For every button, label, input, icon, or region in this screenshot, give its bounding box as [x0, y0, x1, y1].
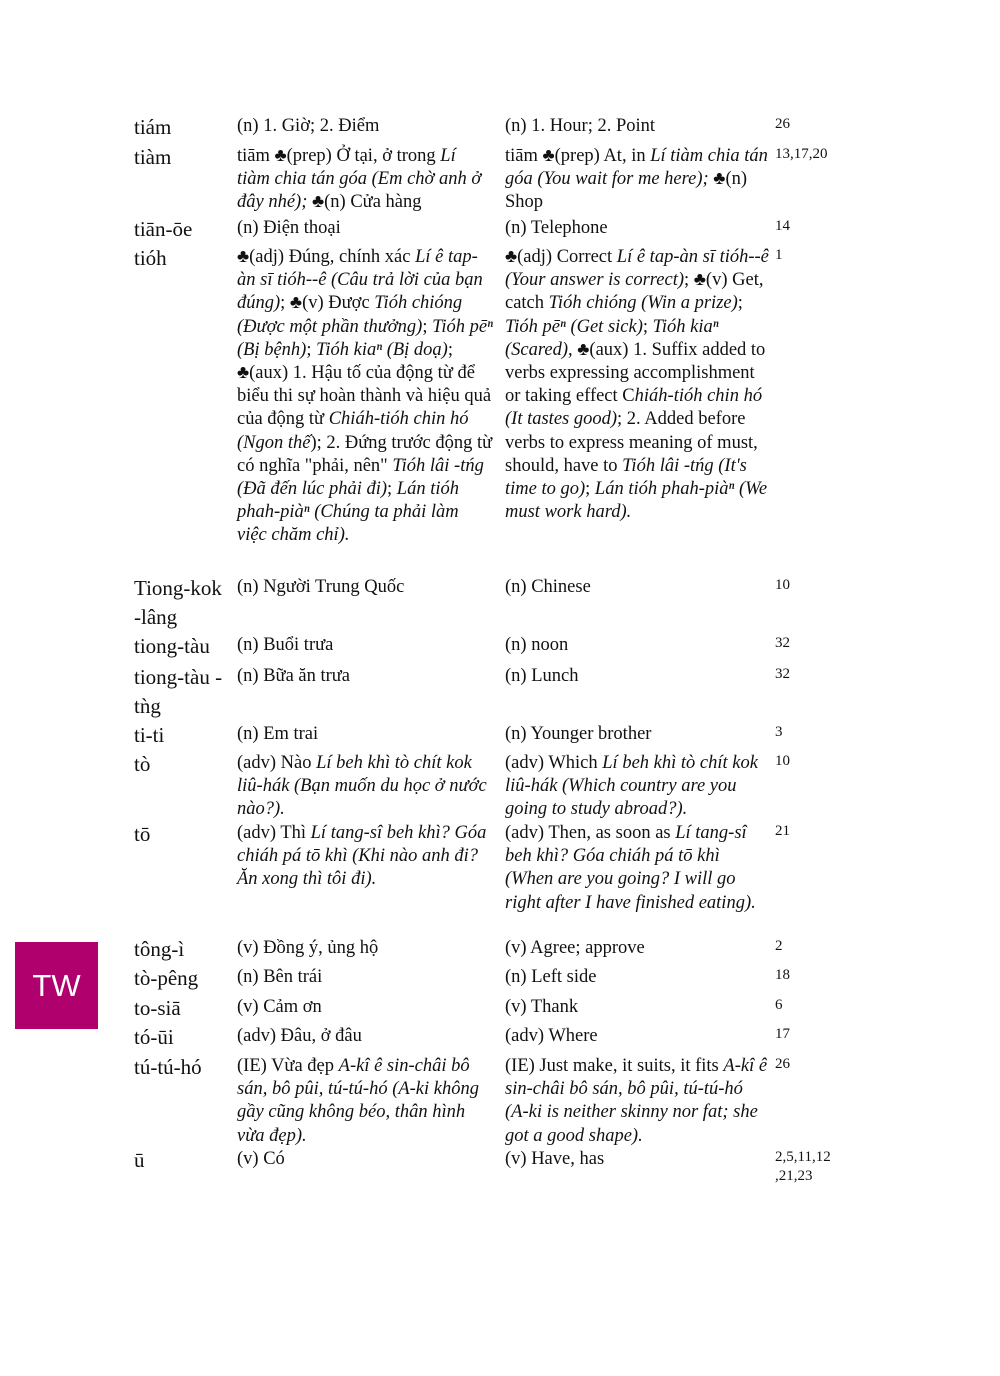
definition-segment: ♣(adj) Correct — [505, 247, 617, 267]
vietnamese-definition — [237, 145, 493, 215]
headword: tò-pêng — [134, 966, 199, 990]
definition-segment: A-kî ê sin-châi bô sán, bô pûi, tú-tú-hó (A-ki không gầy cũng không béo, thân hình vừa đẹp). — [237, 1056, 479, 1146]
english-definition — [505, 723, 771, 746]
definition-segment: ; ♣(aux) 1. Hậu tố của động từ để biểu thi sự hoàn thành và hiệu quả của động từ — [237, 339, 492, 430]
definition-segment: Lán tióh phah-piàⁿ (We must work hard). — [505, 479, 768, 523]
vietnamese-definition — [237, 996, 493, 1019]
definition-segment: ; — [737, 293, 743, 314]
definition-segment: Lí tiàm chia tán góa (You wait for me here); — [505, 146, 768, 190]
definition-segment: (n) Left side — [505, 967, 597, 987]
english-definition — [505, 1025, 771, 1048]
headword: tō — [134, 822, 151, 846]
definition-segment: Lí tang-sî beh khì? Góa chiáh pá tō khì (When are you going? I will go right after I have finished eating). — [505, 823, 756, 913]
definition-segment: tiām ♣(prep) Ở tại, ở trong — [237, 146, 441, 166]
definition-segment: (n) 1. Hour; 2. Point — [505, 116, 656, 136]
headword: ū — [134, 1148, 145, 1172]
english-definition — [505, 246, 771, 524]
english-definition — [505, 752, 771, 822]
definition-segment: (n) Bữa ăn trưa — [237, 666, 351, 686]
definition-segment: Tióh pēⁿ (Get sick) — [505, 316, 643, 337]
page-references: 18 — [775, 967, 790, 983]
headword: to-siā — [134, 996, 181, 1020]
vietnamese-definition — [237, 937, 493, 960]
definition-segment: Tióh lâi -tńg (It's time to go) — [505, 455, 747, 500]
definition-segment: Tióh lâi -tńg (Đã đến lúc phải đi) — [237, 455, 484, 500]
definition-segment: Tióh pēⁿ (Bị bệnh) — [237, 316, 493, 360]
headword: tiong-tàu — [134, 634, 210, 658]
english-definition — [505, 1148, 771, 1171]
definition-segment: ); 2. Đứng trước động từ có nghĩa "phải, nên" — [237, 432, 493, 476]
page-references: 26 — [775, 1056, 790, 1072]
definition-segment: (n) Telephone — [505, 218, 608, 238]
vietnamese-definition — [237, 246, 493, 548]
vietnamese-definition — [237, 723, 493, 746]
vietnamese-definition — [237, 665, 493, 688]
definition-segment: ; 2. Added before verbs to express meaning of must, should, have to — [505, 409, 758, 476]
definition-segment: (IE) Vừa đẹp — [237, 1056, 339, 1076]
headword: tú-tú-hó — [134, 1055, 202, 1079]
definition-segment: (n) Buổi trưa — [237, 635, 334, 655]
definition-segment: , ♣(aux) 1. Suffix added to verbs expressing accomplishment or taking effect C — [505, 339, 766, 407]
headword: tông-ì — [134, 937, 185, 961]
definition-segment: tiām ♣(prep) At, in — [505, 146, 651, 166]
headword: tó-ūi — [134, 1025, 174, 1049]
vietnamese-definition — [237, 217, 493, 240]
definition-segment: Tióh chióng (Được một phần thưởng) — [237, 293, 463, 337]
english-definition — [505, 996, 771, 1019]
definition-segment: Chiáh-tióh chin hó (Ngon thế — [237, 409, 469, 453]
definition-segment: (n) Em trai — [237, 724, 319, 744]
vietnamese-definition — [237, 1055, 493, 1148]
headword: tiān-ōe — [134, 217, 193, 241]
definition-segment: A-kî ê sin-châi bô sán, bô pûi, tú-tú-hó (A-ki is neither skinny nor fat; she got a good shape). — [505, 1056, 768, 1146]
definition-segment: ; — [585, 479, 595, 500]
page-references: 10 — [775, 577, 790, 593]
definition-segment: (v) Agree; approve — [505, 938, 645, 958]
definition-segment: Lí beh khì tò chít kok liû-hák (Which country are you going to study abroad?). — [505, 753, 758, 820]
vietnamese-definition — [237, 634, 493, 657]
page-references: 10 — [775, 753, 790, 769]
definition-segment: ; ♣(v) Get, catch — [505, 270, 764, 314]
english-definition — [505, 966, 771, 989]
page-references: 26 — [775, 116, 790, 132]
definition-segment: (n) Chinese — [505, 577, 591, 597]
page-references: 13,17,20 — [775, 146, 828, 162]
side-tab-label: TW — [32, 967, 81, 1003]
definition-segment: ; — [387, 479, 397, 500]
definition-segment: (adv) Nào — [237, 753, 317, 773]
definition-segment: Lí ê tap-àn sī tióh--ê (Câu trả lời của bạn đúng) — [237, 247, 483, 314]
definition-segment: (n) 1. Giờ; 2. Điểm — [237, 116, 380, 136]
english-definition — [505, 822, 771, 915]
english-definition — [505, 665, 771, 688]
definition-segment: Lí tiàm chia tán góa (Em chờ anh ở đây nhé); — [237, 146, 482, 213]
headword: tiám — [134, 115, 172, 139]
vietnamese-definition — [237, 115, 493, 138]
page-references: 21 — [775, 823, 790, 839]
vietnamese-definition — [237, 1025, 493, 1048]
headword: tiàm — [134, 145, 172, 169]
definition-segment: (n) Bên trái — [237, 967, 323, 987]
definition-segment: (v) Cảm ơn — [237, 997, 322, 1017]
definition-segment: (adv) Đâu, ở đâu — [237, 1026, 362, 1046]
definition-segment: (adv) Which — [505, 753, 603, 773]
page-references: 32 — [775, 635, 790, 651]
headword: tióh — [134, 246, 167, 270]
definition-segment: (n) Younger brother — [505, 724, 652, 744]
definition-segment: (n) Điện thoại — [237, 218, 341, 238]
definition-segment: ; — [642, 316, 653, 337]
definition-segment: (n) Người Trung Quốc — [237, 577, 405, 597]
english-definition — [505, 145, 771, 215]
page-references: 17 — [775, 1026, 790, 1042]
definition-segment: (adv) Thì — [237, 823, 311, 843]
vietnamese-definition — [237, 966, 493, 989]
definition-segment: ♣(n) Shop — [505, 169, 748, 213]
definition-segment: (n) Lunch — [505, 666, 579, 686]
page-references: 32 — [775, 666, 790, 682]
side-tab-tw — [15, 942, 98, 1029]
definition-segment: (IE) Just make, it suits, it fits — [505, 1056, 724, 1076]
english-definition — [505, 634, 771, 657]
definition-segment: (v) Have, has — [505, 1149, 605, 1169]
definition-segment: Lán tióh phah-piàⁿ (Chúng ta phải làm việc chăm chỉ). — [237, 479, 459, 546]
definition-segment: (v) Có — [237, 1149, 285, 1169]
headword: Tiong-kok -lâng — [134, 576, 222, 629]
english-definition — [505, 217, 771, 240]
english-definition — [505, 937, 771, 960]
definition-segment: ; ♣(v) Được — [280, 293, 375, 314]
definition-segment: Tióh kiaⁿ (Scared) — [505, 316, 719, 360]
page-references: 14 — [775, 218, 790, 234]
definition-segment: Tióh chióng (Win a prize) — [548, 293, 738, 314]
definition-segment: ; — [306, 339, 317, 360]
definition-segment: Lí ê tap-àn sī tióh--ê (Your answer is correct) — [505, 247, 769, 291]
definition-segment: Tióh kiaⁿ (Bị doạ) — [316, 339, 448, 360]
english-definition — [505, 115, 771, 138]
headword: tò — [134, 752, 151, 776]
definition-segment: (adv) Where — [505, 1026, 598, 1046]
definition-segment: ♣(n) Cửa hàng — [307, 192, 422, 213]
definition-segment: ♣(adj) Đúng, chính xác — [237, 247, 416, 267]
definition-segment: ; — [422, 316, 433, 337]
page-references: 1 — [775, 247, 783, 263]
english-definition — [505, 1055, 771, 1148]
definition-segment: (n) noon — [505, 635, 569, 655]
vietnamese-definition — [237, 1148, 493, 1171]
headword: ti-ti — [134, 723, 165, 747]
vietnamese-definition — [237, 752, 493, 822]
vietnamese-definition — [237, 576, 493, 599]
page-references: 2 — [775, 938, 783, 954]
english-definition — [505, 576, 771, 599]
definition-segment: Lí beh khì tò chít kok liû-hák (Bạn muốn du học ở nước nào?). — [237, 753, 487, 820]
headword: tiong-tàu -tǹg — [134, 665, 223, 718]
vietnamese-definition — [237, 822, 493, 892]
definition-segment: hiáh-tióh chin hó (It tastes good) — [505, 386, 763, 430]
definition-segment: (v) Đồng ý, ủng hộ — [237, 938, 379, 958]
page-references: 2,5,11,12 ,21,23 — [775, 1149, 831, 1184]
page-references: 6 — [775, 997, 783, 1013]
definition-segment: (v) Thank — [505, 997, 579, 1017]
definition-segment: Lí tang-sî beh khì? Góa chiáh pá tō khì (Khi nào anh đi? Ăn xong thì tôi đi). — [237, 823, 487, 890]
definition-segment: (adv) Then, as soon as — [505, 823, 676, 843]
page-references: 3 — [775, 724, 783, 740]
